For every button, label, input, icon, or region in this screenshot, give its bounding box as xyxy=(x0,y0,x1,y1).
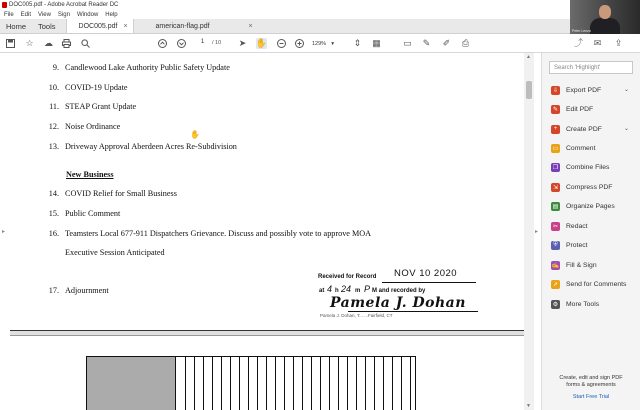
tool-fill-sign[interactable] xyxy=(551,259,597,271)
menu-view[interactable]: View xyxy=(38,11,51,18)
agenda-item: 14. COVID Relief for Small Business xyxy=(48,189,177,198)
stamp-minute: 24 xyxy=(341,284,352,294)
executive-session-note: Executive Session Anticipated xyxy=(65,248,165,257)
print-icon[interactable] xyxy=(61,38,72,49)
tool-label: More Tools xyxy=(566,300,600,308)
hand-tool-icon[interactable]: ✋ xyxy=(255,38,268,48)
tool-label: Create PDF xyxy=(566,125,602,133)
main-toolbar xyxy=(0,34,640,53)
zoom-level-select[interactable] xyxy=(312,39,334,48)
zoom-level-value: 129% xyxy=(312,40,327,47)
stamp-h-label: h xyxy=(335,288,339,294)
stamp-m-label: m xyxy=(355,288,361,294)
tool-label: Redact xyxy=(566,222,588,230)
chevron-down-icon[interactable]: ⌄ xyxy=(624,87,630,93)
menu-sign[interactable]: Sign xyxy=(57,11,70,18)
agenda-item: 10. COVID-19 Update xyxy=(48,83,128,92)
tool-label: Organize Pages xyxy=(566,202,615,210)
doc-tab-label: american-flag.pdf xyxy=(155,22,210,30)
tool-label: Compress PDF xyxy=(566,183,613,191)
more-tools-icon: ⚙ xyxy=(552,301,559,308)
organize-pages-icon: ▤ xyxy=(552,203,559,210)
close-icon[interactable]: × xyxy=(123,22,128,30)
tab-home[interactable]: Home xyxy=(6,21,27,31)
flag-canton xyxy=(87,357,176,410)
tool-export-pdf[interactable] xyxy=(551,84,601,96)
tool-redact[interactable] xyxy=(551,220,588,232)
tool-protect[interactable] xyxy=(551,239,588,251)
compress-pdf-icon: ⇲ xyxy=(552,184,559,191)
email-icon[interactable]: ✉ xyxy=(593,38,602,48)
chevron-right-icon: ▸ xyxy=(535,229,539,235)
agenda-item: 17. Adjournment xyxy=(48,286,109,295)
comment-bubble-icon: ▭ xyxy=(552,145,559,152)
menu-file[interactable]: File xyxy=(4,11,14,18)
tool-label: Export PDF xyxy=(566,86,602,94)
chevron-right-icon: ▸ xyxy=(2,229,6,235)
export-pdf-icon: ⇩ xyxy=(552,87,559,94)
flag-graphic xyxy=(86,356,416,410)
close-icon[interactable]: × xyxy=(248,22,253,30)
scroll-up-icon[interactable]: ▲ xyxy=(526,54,531,60)
agenda-item: 11. STEAP Grant Update xyxy=(49,102,137,111)
document-view[interactable] xyxy=(10,53,524,410)
page-up-icon[interactable] xyxy=(157,38,168,49)
start-free-trial-link[interactable]: Start Free Trial xyxy=(572,394,610,400)
page-total: / 10 xyxy=(212,40,222,46)
tool-send-for-comments[interactable] xyxy=(551,278,626,290)
menu-window[interactable]: Window xyxy=(76,11,99,18)
menu-edit[interactable]: Edit xyxy=(20,11,32,18)
tool-comment[interactable] xyxy=(551,142,595,154)
share-link-icon[interactable]: ⇪ xyxy=(614,38,623,48)
promo-line: forms & agreements xyxy=(566,382,616,388)
stamp-date: NOV 10 2020 xyxy=(394,268,458,279)
shield-icon: ⛨ xyxy=(551,241,560,250)
tool-label: Edit PDF xyxy=(566,105,594,113)
vertical-scrollbar[interactable] xyxy=(524,53,534,410)
new-business-heading: New Business xyxy=(66,170,114,179)
hand-cursor-icon: ✋ xyxy=(190,130,200,139)
agenda-item: 16. Teamsters Local 677-911 Dispatchers Grievance. Discuss and possibly vote to approve MOA xyxy=(48,229,372,238)
tool-compress-pdf[interactable] xyxy=(551,181,612,193)
agenda-item: 9. Candlewood Lake Authority Public Safety Update xyxy=(52,63,230,72)
tool-edit-pdf[interactable] xyxy=(551,103,593,115)
doc-tab-american-flag[interactable] xyxy=(138,19,258,33)
tool-label: Comment xyxy=(566,144,596,152)
scrollbar-thumb[interactable] xyxy=(526,81,532,99)
right-panel-toggle[interactable] xyxy=(534,53,542,410)
doc-tab-label: DOC005.pdf xyxy=(78,22,118,30)
menu-bar xyxy=(0,10,570,19)
tool-label: Combine Files xyxy=(566,163,610,171)
webcam-overlay xyxy=(570,0,640,34)
tool-create-pdf[interactable] xyxy=(551,123,602,135)
stamp-footer: Pamela J. Dohan, T... ...Fairfield, CT xyxy=(320,313,393,318)
promo-line: Create, edit and sign PDF xyxy=(559,375,623,381)
stamp-at-label: at xyxy=(319,288,325,294)
bookmark-star-icon[interactable]: ☆ xyxy=(25,38,34,48)
scroll-mode-icon[interactable]: ▦ xyxy=(372,38,381,48)
agenda-item: 12. Noise Ordinance xyxy=(48,122,121,131)
scroll-down-icon[interactable]: ▼ xyxy=(526,403,531,409)
search-icon[interactable] xyxy=(80,38,91,49)
agenda-item: 15. Public Comment xyxy=(48,209,121,218)
select-cursor-icon[interactable]: ➤ xyxy=(238,38,247,48)
acrobat-app-icon xyxy=(2,2,7,8)
webcam-name-label: Peter Lenzo xyxy=(572,29,591,33)
stamp-ampm: P xyxy=(364,284,371,294)
stamp-hour: 4 xyxy=(327,284,333,294)
stamp-recorded-label: M and recorded by xyxy=(372,288,426,294)
fill-sign-pen-icon: ✍ xyxy=(551,262,560,269)
tool-label: Fill & Sign xyxy=(566,261,597,269)
draw-icon[interactable]: ✐ xyxy=(442,38,451,48)
signature: Pamela J. Dohan xyxy=(330,295,466,311)
tool-organize-pages[interactable] xyxy=(551,200,615,212)
tool-combine-files[interactable] xyxy=(551,161,609,173)
fit-page-icon[interactable]: ⇕ xyxy=(353,38,362,48)
person-body xyxy=(590,18,620,34)
fill-sign-icon[interactable]: ⎙ xyxy=(461,38,470,48)
save-icon[interactable] xyxy=(5,38,16,49)
left-panel-toggle[interactable] xyxy=(0,53,10,410)
create-pdf-icon: + xyxy=(551,125,560,134)
page-down-icon[interactable] xyxy=(176,38,187,49)
zoom-out-icon[interactable] xyxy=(276,38,287,49)
menu-help[interactable]: Help xyxy=(105,11,118,18)
tool-more-tools[interactable] xyxy=(551,298,599,310)
tab-tools[interactable]: Tools xyxy=(38,21,56,31)
comment-icon[interactable]: ▭ xyxy=(403,38,412,48)
doc-tab-doc005[interactable] xyxy=(66,19,134,33)
tab-bar xyxy=(0,19,570,34)
combine-files-icon: ❐ xyxy=(552,164,559,171)
chevron-down-icon: ▾ xyxy=(331,40,334,47)
stamp-received-label: Received for Record xyxy=(318,274,377,280)
tool-label: Send for Comments xyxy=(566,280,627,288)
send-comments-icon: ➚ xyxy=(552,281,559,288)
redact-icon: ✂ xyxy=(552,223,559,230)
highlight-pen-icon[interactable]: ✎ xyxy=(422,38,431,48)
tool-label: Protect xyxy=(566,241,588,249)
flag-stripes xyxy=(177,357,416,410)
zoom-in-icon[interactable] xyxy=(294,38,305,49)
window-titlebar xyxy=(0,0,570,10)
promo-text xyxy=(542,375,640,389)
page-number-input[interactable]: 1 xyxy=(200,39,205,45)
edit-pdf-icon: ✎ xyxy=(552,106,559,113)
tools-search-input[interactable]: Search 'Highlight' xyxy=(549,61,633,74)
window-title: DOC005.pdf - Adobe Acrobat Reader DC xyxy=(9,2,119,8)
share-icon[interactable]: ⤴ xyxy=(573,38,583,48)
tools-pane xyxy=(542,53,640,410)
person-head xyxy=(599,5,611,19)
chevron-down-icon[interactable]: ⌄ xyxy=(624,126,630,132)
agenda-item: 13. Driveway Approval Aberdeen Acres Re-Subdivision xyxy=(48,142,237,151)
cloud-upload-icon[interactable]: ☁ xyxy=(44,38,53,48)
